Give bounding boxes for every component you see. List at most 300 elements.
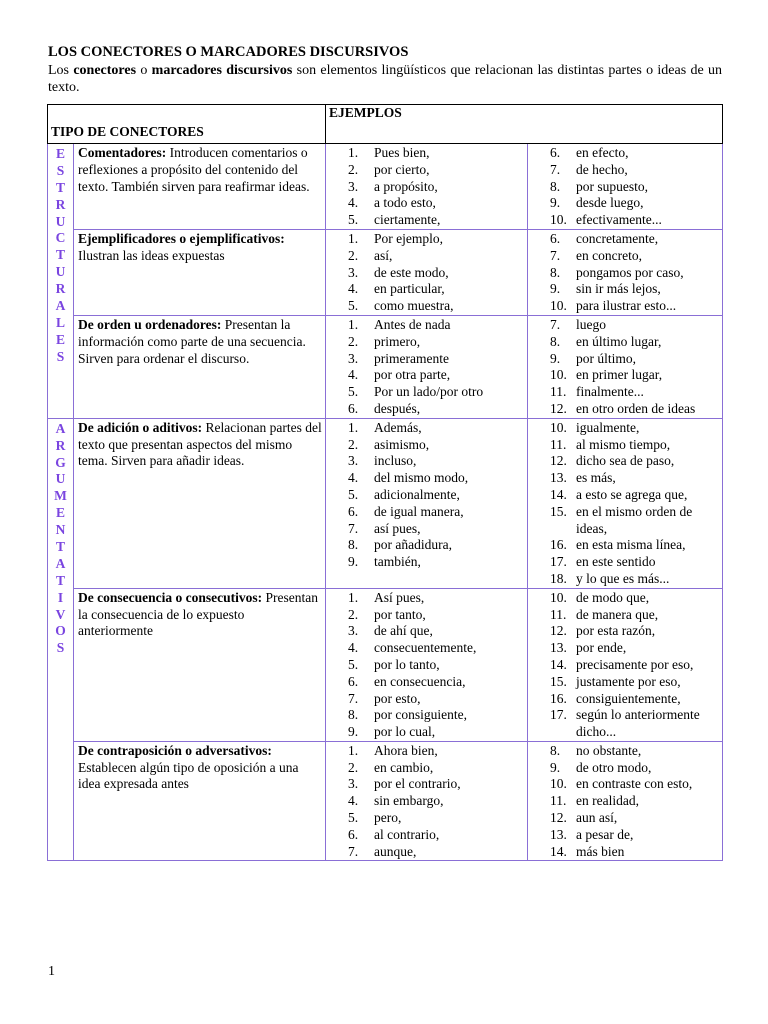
category-letter: E bbox=[55, 331, 65, 347]
category-letters bbox=[48, 146, 73, 366]
list-text: igualmente, bbox=[576, 419, 640, 435]
list-text: de modo que, bbox=[576, 589, 650, 605]
table-row bbox=[48, 144, 723, 230]
list-item bbox=[550, 401, 722, 418]
list-item bbox=[550, 420, 722, 437]
category-letter: S bbox=[56, 348, 65, 364]
page-title: LOS CONECTORES O MARCADORES DISCURSIVOS bbox=[48, 44, 409, 60]
list-item bbox=[550, 265, 722, 282]
list-item bbox=[550, 810, 722, 827]
list-text: más bien bbox=[576, 843, 625, 859]
connector-type-description bbox=[74, 418, 326, 588]
list-text: así pues, bbox=[374, 520, 421, 536]
list-text: sin embargo, bbox=[374, 793, 444, 809]
list-text: en primer lugar, bbox=[576, 367, 663, 383]
connector-type-text: Presentan la consecuencia de lo expuesto anteriormente bbox=[78, 589, 318, 639]
list-item bbox=[348, 401, 527, 418]
list-item bbox=[348, 265, 527, 282]
list-item bbox=[550, 760, 722, 777]
category-letter: T bbox=[55, 179, 65, 195]
list-text: como muestra, bbox=[374, 298, 454, 314]
list-item bbox=[550, 674, 722, 691]
list-item bbox=[348, 281, 527, 298]
examples-list bbox=[348, 743, 527, 861]
list-item bbox=[348, 298, 527, 315]
list-text: en particular, bbox=[374, 281, 445, 297]
category-letter: G bbox=[55, 454, 66, 470]
connector-type-text: Relacionan partes del texto que presentan aspectos del mismo tema. Sirven para añadir ideas. bbox=[78, 419, 322, 469]
list-number: 4. bbox=[348, 195, 359, 211]
list-text: primeramente bbox=[374, 350, 449, 366]
list-text: por último, bbox=[576, 350, 637, 366]
list-number: 13. bbox=[550, 470, 567, 486]
examples-left bbox=[326, 741, 528, 861]
list-text: y lo que es más... bbox=[576, 570, 670, 586]
list-item bbox=[550, 367, 722, 384]
list-number: 4. bbox=[348, 470, 359, 486]
list-number: 11. bbox=[550, 606, 567, 622]
examples-left bbox=[326, 229, 528, 315]
connector-type-title: De adición o aditivos: bbox=[78, 419, 203, 435]
list-item bbox=[348, 453, 527, 470]
list-number: 12. bbox=[550, 453, 567, 469]
category-letter: R bbox=[55, 281, 66, 297]
header-tipo: TIPO DE CONECTORES bbox=[48, 105, 326, 144]
list-item bbox=[348, 760, 527, 777]
list-number: 1. bbox=[348, 145, 359, 160]
list-item bbox=[550, 384, 722, 401]
list-text: sin ir más lejos, bbox=[576, 281, 661, 297]
list-item bbox=[348, 810, 527, 827]
list-item bbox=[550, 351, 722, 368]
list-number: 8. bbox=[550, 178, 561, 194]
list-item bbox=[550, 827, 722, 844]
list-item bbox=[348, 776, 527, 793]
list-item bbox=[348, 793, 527, 810]
list-number: 6. bbox=[348, 503, 359, 519]
connector-type-description bbox=[74, 588, 326, 741]
list-item bbox=[348, 844, 527, 861]
list-text: Por un lado/por otro bbox=[374, 384, 484, 400]
list-number: 15. bbox=[550, 673, 567, 689]
list-text: finalmente... bbox=[576, 384, 644, 400]
list-text: aunque, bbox=[374, 843, 417, 859]
list-number: 3. bbox=[348, 350, 359, 366]
list-item bbox=[348, 657, 527, 674]
list-number: 8. bbox=[348, 537, 359, 553]
list-item bbox=[348, 487, 527, 504]
list-number: 14. bbox=[550, 843, 567, 859]
category-letter: A bbox=[55, 298, 66, 314]
list-item bbox=[550, 195, 722, 212]
category-letter: U bbox=[55, 264, 66, 280]
connector-type-text: Establecen algún tipo de oposición a una idea expresada antes bbox=[78, 759, 299, 792]
table-row bbox=[48, 418, 723, 588]
list-number: 4. bbox=[348, 367, 359, 383]
list-item bbox=[550, 607, 722, 624]
list-number: 5. bbox=[348, 384, 359, 400]
list-text: a pesar de, bbox=[576, 826, 634, 842]
list-number: 4. bbox=[348, 793, 359, 809]
list-text: consecuentemente, bbox=[374, 640, 477, 656]
examples-left bbox=[326, 144, 528, 230]
list-text: de manera que, bbox=[576, 606, 659, 622]
category-letter: S bbox=[56, 162, 65, 178]
connector-type-description bbox=[74, 741, 326, 861]
list-text: incluso, bbox=[374, 453, 417, 469]
list-text: primero, bbox=[374, 333, 421, 349]
list-item bbox=[550, 145, 722, 162]
list-number: 6. bbox=[348, 400, 359, 416]
table-row bbox=[48, 588, 723, 741]
list-item bbox=[348, 724, 527, 741]
list-number: 7. bbox=[348, 690, 359, 706]
list-item bbox=[348, 420, 527, 437]
examples-list bbox=[348, 145, 527, 229]
list-item bbox=[550, 248, 722, 265]
list-number: 6. bbox=[348, 826, 359, 842]
table-row bbox=[48, 229, 723, 315]
category-letter: U bbox=[55, 213, 66, 229]
list-number: 17. bbox=[550, 707, 567, 723]
list-text: en efecto, bbox=[576, 145, 629, 160]
list-number: 10. bbox=[550, 419, 567, 435]
list-number: 2. bbox=[348, 333, 359, 349]
intro-text-3: son elementos lingüísticos que relacionan las distintas partes o ideas de un texto. bbox=[48, 63, 722, 95]
list-number: 11. bbox=[550, 793, 567, 809]
page-number: 1 bbox=[48, 964, 55, 979]
list-text: en contraste con esto, bbox=[576, 776, 693, 792]
list-text: en esta misma línea, bbox=[576, 537, 686, 553]
list-number: 10. bbox=[550, 298, 567, 314]
list-text: de este modo, bbox=[374, 264, 449, 280]
examples-left bbox=[326, 418, 528, 588]
list-text: concretamente, bbox=[576, 230, 659, 246]
list-text: en el mismo orden de ideas, bbox=[576, 503, 693, 536]
list-number: 9. bbox=[348, 554, 359, 570]
table-body bbox=[48, 144, 723, 861]
list-item bbox=[550, 317, 722, 334]
examples-list bbox=[550, 317, 722, 418]
list-number: 9. bbox=[550, 195, 561, 211]
list-text: por cierto, bbox=[374, 161, 430, 177]
list-text: por lo tanto, bbox=[374, 656, 440, 672]
category-letter: R bbox=[55, 437, 66, 453]
list-item bbox=[550, 657, 722, 674]
examples-list bbox=[550, 743, 722, 861]
list-number: 8. bbox=[550, 264, 561, 280]
list-item bbox=[550, 691, 722, 708]
list-text: efectivamente... bbox=[576, 212, 662, 228]
category-letter: E bbox=[55, 505, 65, 521]
list-text: Antes de nada bbox=[374, 316, 451, 332]
list-number: 2. bbox=[348, 606, 359, 622]
examples-right bbox=[528, 588, 723, 741]
list-item bbox=[550, 554, 722, 571]
list-text: ciertamente, bbox=[374, 212, 441, 228]
examples-left bbox=[326, 315, 528, 418]
list-item bbox=[348, 145, 527, 162]
list-text: en este sentido bbox=[576, 554, 656, 570]
list-number: 12. bbox=[550, 810, 567, 826]
list-item bbox=[348, 195, 527, 212]
list-number: 14. bbox=[550, 656, 567, 672]
list-item bbox=[550, 623, 722, 640]
list-item bbox=[348, 179, 527, 196]
list-number: 16. bbox=[550, 690, 567, 706]
list-text: dicho sea de paso, bbox=[576, 453, 675, 469]
list-text: de hecho, bbox=[576, 161, 628, 177]
list-number: 13. bbox=[550, 640, 567, 656]
category-label bbox=[48, 144, 74, 419]
examples-right bbox=[528, 315, 723, 418]
list-number: 16. bbox=[550, 537, 567, 553]
list-item bbox=[550, 487, 722, 504]
category-label bbox=[48, 418, 74, 861]
list-item bbox=[550, 298, 722, 315]
list-item bbox=[550, 776, 722, 793]
category-letter: V bbox=[55, 606, 66, 622]
list-number: 15. bbox=[550, 503, 567, 519]
category-letters bbox=[48, 421, 73, 657]
list-number: 13. bbox=[550, 826, 567, 842]
list-number: 10. bbox=[550, 367, 567, 383]
list-text: de igual manera, bbox=[374, 503, 464, 519]
list-item bbox=[550, 537, 722, 554]
connector-type-text: Presentan la información como parte de una secuencia. Sirven para ordenar el discurso. bbox=[78, 316, 306, 366]
list-text: es más, bbox=[576, 470, 616, 486]
list-text: después, bbox=[374, 400, 421, 416]
list-number: 4. bbox=[348, 640, 359, 656]
header-ejemplos: EJEMPLOS bbox=[326, 105, 723, 144]
list-number: 6. bbox=[550, 230, 561, 246]
list-text: en consecuencia, bbox=[374, 673, 466, 689]
list-number: 10. bbox=[550, 776, 567, 792]
list-number: 10. bbox=[550, 589, 567, 605]
category-letter: I bbox=[57, 589, 64, 605]
list-text: Ahora bien, bbox=[374, 742, 438, 758]
category-letter: C bbox=[55, 230, 66, 246]
list-item bbox=[348, 162, 527, 179]
category-letter: M bbox=[54, 488, 67, 504]
list-number: 12. bbox=[550, 623, 567, 639]
list-item bbox=[550, 743, 722, 760]
list-text: por otra parte, bbox=[374, 367, 451, 383]
list-number: 6. bbox=[348, 673, 359, 689]
list-text: al contrario, bbox=[374, 826, 440, 842]
category-letter: E bbox=[55, 146, 65, 161]
list-item bbox=[550, 231, 722, 248]
connector-type-title: De consecuencia o consecutivos: bbox=[78, 589, 263, 605]
list-number: 2. bbox=[348, 436, 359, 452]
list-item bbox=[348, 707, 527, 724]
examples-list bbox=[550, 231, 722, 315]
list-number: 5. bbox=[348, 810, 359, 826]
list-item bbox=[348, 367, 527, 384]
list-text: en otro orden de ideas bbox=[576, 400, 696, 416]
category-letter: L bbox=[55, 314, 65, 330]
list-item bbox=[550, 470, 722, 487]
list-text: pero, bbox=[374, 810, 402, 826]
connector-type-title: De contraposición o adversativos: bbox=[78, 742, 272, 758]
list-item bbox=[550, 707, 722, 741]
list-text: Así pues, bbox=[374, 589, 425, 605]
list-number: 3. bbox=[348, 178, 359, 194]
list-number: 6. bbox=[550, 145, 561, 160]
list-number: 8. bbox=[348, 707, 359, 723]
list-text: por lo cual, bbox=[374, 724, 436, 740]
examples-list bbox=[348, 590, 527, 741]
list-item bbox=[550, 179, 722, 196]
list-item bbox=[550, 504, 722, 538]
list-number: 11. bbox=[550, 384, 567, 400]
list-item bbox=[550, 793, 722, 810]
list-number: 1. bbox=[348, 589, 359, 605]
list-text: luego bbox=[576, 316, 607, 332]
category-letter: A bbox=[55, 420, 66, 436]
list-number: 7. bbox=[550, 247, 561, 263]
category-letter: N bbox=[55, 522, 66, 538]
list-number: 2. bbox=[348, 247, 359, 263]
list-number: 5. bbox=[348, 212, 359, 228]
list-text: precisamente por eso, bbox=[576, 656, 694, 672]
list-item bbox=[348, 248, 527, 265]
list-text: por consiguiente, bbox=[374, 707, 467, 723]
list-item bbox=[550, 334, 722, 351]
list-text: Además, bbox=[374, 419, 422, 435]
list-number: 18. bbox=[550, 570, 567, 586]
list-number: 9. bbox=[348, 724, 359, 740]
list-text: aun así, bbox=[576, 810, 618, 826]
list-number: 10. bbox=[550, 212, 567, 228]
list-number: 2. bbox=[348, 759, 359, 775]
examples-right bbox=[528, 418, 723, 588]
list-text: para ilustrar esto... bbox=[576, 298, 677, 314]
table-row bbox=[48, 315, 723, 418]
list-item bbox=[348, 691, 527, 708]
list-text: desde luego, bbox=[576, 195, 644, 211]
connector-type-description bbox=[74, 229, 326, 315]
list-item bbox=[348, 504, 527, 521]
list-text: por ende, bbox=[576, 640, 627, 656]
list-item bbox=[348, 212, 527, 229]
list-item bbox=[550, 844, 722, 861]
list-item bbox=[348, 470, 527, 487]
list-number: 1. bbox=[348, 742, 359, 758]
list-text: a esto se agrega que, bbox=[576, 486, 688, 502]
list-text: según lo anteriormente dicho... bbox=[576, 707, 700, 740]
list-text: del mismo modo, bbox=[374, 470, 469, 486]
list-number: 7. bbox=[348, 843, 359, 859]
list-number: 2. bbox=[348, 161, 359, 177]
list-text: en concreto, bbox=[576, 247, 642, 263]
list-item bbox=[348, 640, 527, 657]
list-item bbox=[348, 537, 527, 554]
list-item bbox=[550, 590, 722, 607]
list-item bbox=[348, 623, 527, 640]
list-text: Pues bien, bbox=[374, 145, 430, 160]
list-text: al mismo tiempo, bbox=[576, 436, 671, 452]
connector-type-description bbox=[74, 315, 326, 418]
category-letter: T bbox=[55, 538, 65, 554]
list-text: a todo esto, bbox=[374, 195, 436, 211]
list-text: también, bbox=[374, 554, 421, 570]
connectors-table bbox=[47, 104, 723, 861]
list-item bbox=[348, 590, 527, 607]
list-text: Por ejemplo, bbox=[374, 230, 444, 246]
list-number: 1. bbox=[348, 230, 359, 246]
list-number: 3. bbox=[348, 776, 359, 792]
connector-type-title: De orden u ordenadores: bbox=[78, 316, 222, 332]
list-text: por el contrario, bbox=[374, 776, 461, 792]
list-text: por tanto, bbox=[374, 606, 426, 622]
connector-type-text: Ilustran las ideas expuestas bbox=[78, 247, 225, 263]
examples-right bbox=[528, 741, 723, 861]
list-text: justamente por eso, bbox=[576, 673, 681, 689]
list-number: 11. bbox=[550, 436, 567, 452]
list-item bbox=[550, 571, 722, 588]
list-number: 17. bbox=[550, 554, 567, 570]
list-item bbox=[348, 743, 527, 760]
list-number: 9. bbox=[550, 350, 561, 366]
list-item bbox=[348, 607, 527, 624]
list-text: en realidad, bbox=[576, 793, 639, 809]
table-header-row bbox=[48, 105, 723, 144]
list-item bbox=[550, 640, 722, 657]
list-number: 9. bbox=[550, 759, 561, 775]
intro-bold-2: marcadores discursivos bbox=[151, 63, 293, 78]
list-number: 9. bbox=[550, 281, 561, 297]
list-item bbox=[348, 554, 527, 571]
list-item bbox=[348, 674, 527, 691]
list-item bbox=[348, 334, 527, 351]
list-item bbox=[348, 317, 527, 334]
list-text: asimismo, bbox=[374, 436, 430, 452]
list-text: pongamos por caso, bbox=[576, 264, 684, 280]
list-item bbox=[348, 437, 527, 454]
intro-text-1: Los bbox=[48, 63, 74, 78]
category-letter: R bbox=[55, 196, 66, 212]
list-text: a propósito, bbox=[374, 178, 438, 194]
list-item bbox=[348, 521, 527, 538]
list-item bbox=[550, 453, 722, 470]
list-item bbox=[348, 384, 527, 401]
examples-list bbox=[348, 420, 527, 571]
list-number: 3. bbox=[348, 453, 359, 469]
examples-list bbox=[550, 420, 722, 588]
list-text: así, bbox=[374, 247, 393, 263]
list-text: de ahí que, bbox=[374, 623, 433, 639]
examples-list bbox=[550, 590, 722, 741]
list-number: 3. bbox=[348, 623, 359, 639]
list-text: de otro modo, bbox=[576, 759, 652, 775]
list-item bbox=[348, 827, 527, 844]
category-letter: U bbox=[55, 471, 66, 487]
connector-type-description bbox=[74, 144, 326, 230]
examples-left bbox=[326, 588, 528, 741]
list-text: consiguientemente, bbox=[576, 690, 681, 706]
list-number: 7. bbox=[550, 161, 561, 177]
examples-right bbox=[528, 229, 723, 315]
list-text: por esto, bbox=[374, 690, 421, 706]
list-text: no obstante, bbox=[576, 742, 642, 758]
list-item bbox=[550, 162, 722, 179]
examples-list bbox=[348, 317, 527, 418]
list-number: 8. bbox=[550, 742, 561, 758]
table-row bbox=[48, 741, 723, 861]
list-text: en cambio, bbox=[374, 759, 434, 775]
intro-paragraph bbox=[48, 62, 722, 96]
